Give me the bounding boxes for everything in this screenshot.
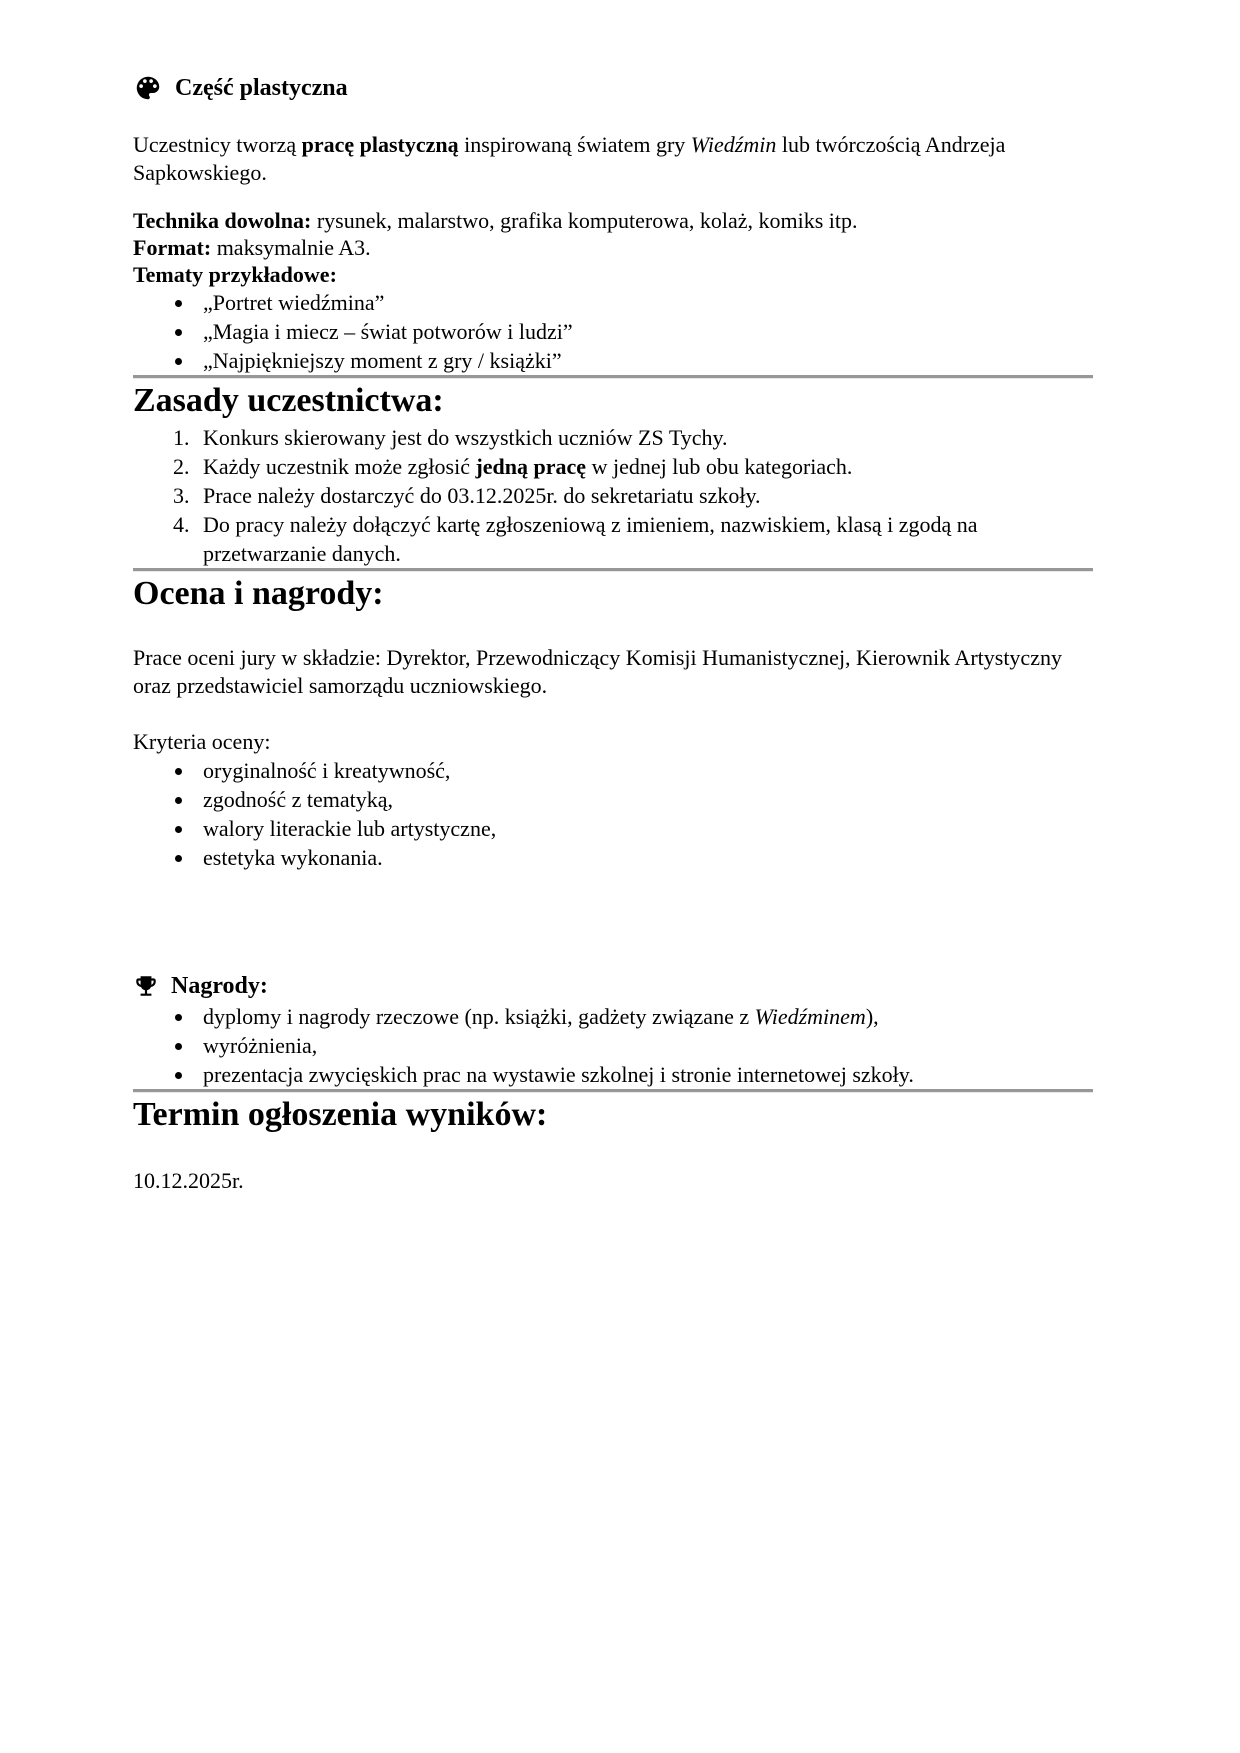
list-item [195,1002,1093,1031]
criteria-label: Kryteria oceny: [133,729,271,754]
results-date: 10.12.2025r. [133,1168,244,1193]
award-text: ), [865,1004,879,1029]
list-item: • prezentacja zwycięskich prac na wystawie szkolnej i stronie internetowej szkoły. [195,1060,1093,1089]
format-value: maksymalnie A3. [211,235,371,260]
list-item: • „Portret wiedźmina” [195,288,1093,317]
list-item: • „Magia i miecz – świat potworów i ludzi” [195,317,1093,346]
award-text: dyplomy i nagrody rzeczowe (np. książki, gadżety związane z [203,1004,755,1029]
topics-label-line [133,261,1093,288]
awards-title: Nagrody: [171,973,268,999]
rule-text: Każdy uczestnik może zgłosić [203,454,476,479]
intro-italic-title: Wiedźmin [690,132,777,157]
technique-value: rysunek, malarstwo, grafika komputerowa, kolaż, komiks itp. [311,208,858,233]
topics-label: Tematy przykładowe: [133,262,337,287]
list-item: • oryginalność i kreatywność, [195,756,1093,785]
intro-bold-text: pracę plastyczną [301,132,459,157]
plastic-section-heading [133,72,1093,104]
list-item [195,452,1093,481]
list-item: 1. Konkurs skierowany jest do wszystkich uczniów ZS Tychy. [195,423,1093,452]
intro-text: inspirowaną światem gry [458,132,691,157]
intro-text: Uczestnicy tworzą [133,132,302,157]
awards-heading [133,970,1093,1002]
evaluation-section-heading: Ocena i nagrody: [133,575,384,612]
results-section-heading: Termin ogłoszenia wyników: [133,1096,548,1133]
criteria-list [133,756,1093,872]
award-italic-title: Wiedźminem [754,1004,866,1029]
list-item: 4. Do pracy należy dołączyć kartę zgłoszeniową z imieniem, nazwiskiem, klasą i zgodą na przetwarzanie danych. [195,510,1093,568]
intro-text: lub twórczością Andrzeja Sapkowskiego. [133,132,1006,185]
plastic-section-title: Część plastyczna [175,75,348,101]
trophy-icon [133,973,159,999]
topics-list [133,288,1093,375]
list-item: • wyróżnienia, [195,1031,1093,1060]
rule-text: w jednej lub obu kategoriach. [586,454,853,479]
jury-paragraph: Prace oceni jury w składzie: Dyrektor, Przewodniczący Komisji Humanistycznej, Kierownik Artystyczny oraz przedstawiciel samorządu uczniowskiego. [133,645,1062,698]
rules-section-heading: Zasady uczestnictwa: [133,382,444,419]
list-item: • zgodność z tematyką, [195,785,1093,814]
format-line [133,234,1093,261]
list-item: • „Najpiękniejszy moment z gry / książki” [195,346,1093,375]
palette-icon [133,73,163,103]
technique-line [133,207,1093,234]
specs-block [133,207,1093,288]
list-item: • estetyka wykonania. [195,843,1093,872]
rule-bold-text: jedną pracę [475,454,587,479]
list-item: 3. Prace należy dostarczyć do 03.12.2025r. do sekretariatu szkoły. [195,481,1093,510]
technique-label: Technika dowolna: [133,208,312,233]
awards-list [133,1002,1093,1089]
format-label: Format: [133,235,212,260]
list-item: • walory literackie lub artystyczne, [195,814,1093,843]
intro-paragraph [133,131,1093,187]
rules-list [133,423,1093,568]
